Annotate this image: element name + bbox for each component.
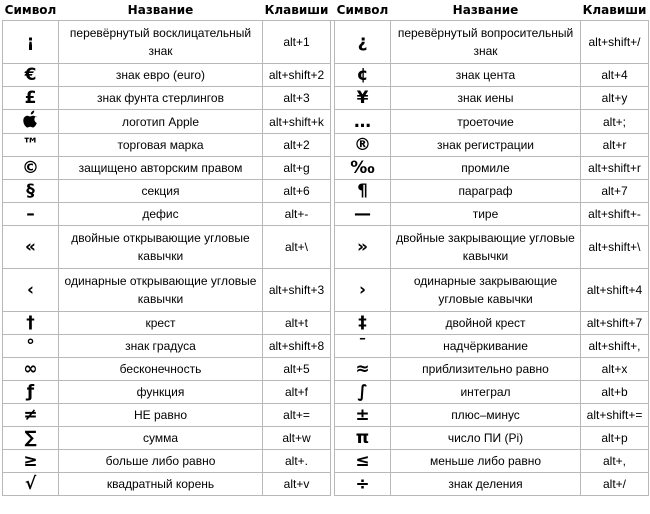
keys-cell: alt+shift+\ xyxy=(581,226,649,269)
symbol-cell: € xyxy=(3,64,59,87)
name-cell: функция xyxy=(59,381,263,404)
symbol-cell: ÷ xyxy=(335,473,391,496)
keys-cell: alt+shift+7 xyxy=(581,312,649,335)
name-cell: больше либо равно xyxy=(59,450,263,473)
keys-cell: alt+shift+r xyxy=(581,157,649,180)
table-row xyxy=(3,110,649,134)
header-name-left: Название xyxy=(59,0,263,21)
symbol-cell: ≤ xyxy=(335,450,391,473)
table-row xyxy=(3,226,649,269)
keys-cell: alt+1 xyxy=(263,21,331,64)
header-symbol-left: Символ xyxy=(3,0,59,21)
table-row xyxy=(3,335,649,358)
name-cell: промиле xyxy=(391,157,581,180)
keys-cell: alt+y xyxy=(581,87,649,110)
table-row xyxy=(3,358,649,381)
symbol-cell: ‰ xyxy=(335,157,391,180)
name-cell: логотип Apple xyxy=(59,110,263,134)
symbol-cell: ∫ xyxy=(335,381,391,404)
table-row xyxy=(3,381,649,404)
keys-cell: alt+shift+k xyxy=(263,110,331,134)
keys-cell: alt+shift+8 xyxy=(263,335,331,358)
keys-cell: alt+4 xyxy=(581,64,649,87)
symbol-cell: … xyxy=(335,110,391,134)
keys-cell: alt+shift+/ xyxy=(581,21,649,64)
shortcut-table xyxy=(2,0,649,496)
keys-cell: alt+- xyxy=(263,203,331,226)
symbol-cell: ¯ xyxy=(335,335,391,358)
table-row xyxy=(3,157,649,180)
name-cell: двойной крест xyxy=(391,312,581,335)
name-cell: бесконечность xyxy=(59,358,263,381)
symbol-cell: ¥ xyxy=(335,87,391,110)
name-cell: интеграл xyxy=(391,381,581,404)
symbol-cell: – xyxy=(3,203,59,226)
keys-cell: alt+b xyxy=(581,381,649,404)
keys-cell: alt+3 xyxy=(263,87,331,110)
keys-cell: alt+; xyxy=(581,110,649,134)
table-row xyxy=(3,64,649,87)
name-cell: секция xyxy=(59,180,263,203)
symbol-cell xyxy=(3,110,59,134)
keys-cell: alt+/ xyxy=(581,473,649,496)
apple-logo-icon xyxy=(23,110,39,128)
keys-cell: alt+f xyxy=(263,381,331,404)
name-cell: троеточие xyxy=(391,110,581,134)
keys-cell: alt+= xyxy=(263,404,331,427)
name-cell: дефис xyxy=(59,203,263,226)
keys-cell: alt+shift+- xyxy=(581,203,649,226)
keys-cell: alt+p xyxy=(581,427,649,450)
keys-cell: alt+\ xyxy=(263,226,331,269)
header-name-right: Название xyxy=(391,0,581,21)
symbol-cell: £ xyxy=(3,87,59,110)
name-cell: приблизительно равно xyxy=(391,358,581,381)
symbol-cell: ≠ xyxy=(3,404,59,427)
symbol-cell: › xyxy=(335,269,391,312)
symbol-cell: ± xyxy=(335,404,391,427)
symbol-cell: ¶ xyxy=(335,180,391,203)
symbol-cell: © xyxy=(3,157,59,180)
table-row xyxy=(3,427,649,450)
table-row xyxy=(3,134,649,157)
keys-cell: alt+6 xyxy=(263,180,331,203)
keys-cell: alt+5 xyxy=(263,358,331,381)
symbol-cell: ¢ xyxy=(335,64,391,87)
name-cell: сумма xyxy=(59,427,263,450)
name-cell: меньше либо равно xyxy=(391,450,581,473)
name-cell: квадратный корень xyxy=(59,473,263,496)
keys-cell: alt+7 xyxy=(581,180,649,203)
symbol-cell: ≥ xyxy=(3,450,59,473)
symbol-cell: † xyxy=(3,312,59,335)
name-cell: знак градуса xyxy=(59,335,263,358)
table-row xyxy=(3,404,649,427)
name-cell: знак фунта стерлингов xyxy=(59,87,263,110)
name-cell: одинарные открывающие угловые кавычки xyxy=(59,269,263,312)
keys-cell: alt+shift+4 xyxy=(581,269,649,312)
symbol-cell: ® xyxy=(335,134,391,157)
keys-cell: alt+, xyxy=(581,450,649,473)
symbol-cell: § xyxy=(3,180,59,203)
name-cell: перевёрнутый восклицательный знак xyxy=(59,21,263,64)
keys-cell: alt+shift+= xyxy=(581,404,649,427)
symbol-cell: ‹ xyxy=(3,269,59,312)
name-cell: число ПИ (Pi) xyxy=(391,427,581,450)
name-cell: знак цента xyxy=(391,64,581,87)
keys-cell: alt+2 xyxy=(263,134,331,157)
name-cell: знак деления xyxy=(391,473,581,496)
name-cell: знак иены xyxy=(391,87,581,110)
symbol-cell: ™ xyxy=(3,134,59,157)
header-keys-right: Клавиши xyxy=(581,0,649,21)
name-cell: одинарные закрывающие угловые кавычки xyxy=(391,269,581,312)
symbol-cell: ∑ xyxy=(3,427,59,450)
symbol-cell: ∞ xyxy=(3,358,59,381)
header-keys-left: Клавиши xyxy=(263,0,331,21)
keys-cell: alt+x xyxy=(581,358,649,381)
name-cell: защищено авторским правом xyxy=(59,157,263,180)
name-cell: тире xyxy=(391,203,581,226)
name-cell: знак регистрации xyxy=(391,134,581,157)
name-cell: плюс–минус xyxy=(391,404,581,427)
keys-cell: alt+t xyxy=(263,312,331,335)
keys-cell: alt+w xyxy=(263,427,331,450)
name-cell: НЕ равно xyxy=(59,404,263,427)
name-cell: знак евро (euro) xyxy=(59,64,263,87)
name-cell: перевёрнутый вопросительный знак xyxy=(391,21,581,64)
keys-cell: alt+r xyxy=(581,134,649,157)
table-row xyxy=(3,450,649,473)
keys-cell: alt+shift+2 xyxy=(263,64,331,87)
symbol-cell: » xyxy=(335,226,391,269)
name-cell: надчёркивание xyxy=(391,335,581,358)
table-row xyxy=(3,87,649,110)
table-row xyxy=(3,473,649,496)
symbol-cell: √ xyxy=(3,473,59,496)
symbol-cell: ° xyxy=(3,335,59,358)
table-row xyxy=(3,203,649,226)
symbol-cell: ¡ xyxy=(3,21,59,64)
keys-cell: alt+shift+3 xyxy=(263,269,331,312)
name-cell: торговая марка xyxy=(59,134,263,157)
keys-cell: alt+g xyxy=(263,157,331,180)
symbol-cell: π xyxy=(335,427,391,450)
table-row xyxy=(3,269,649,312)
name-cell: параграф xyxy=(391,180,581,203)
symbol-cell: ¿ xyxy=(335,21,391,64)
keys-cell: alt+v xyxy=(263,473,331,496)
keys-cell: alt+. xyxy=(263,450,331,473)
symbol-cell: ≈ xyxy=(335,358,391,381)
name-cell: двойные закрывающие угловые кавычки xyxy=(391,226,581,269)
keys-cell: alt+shift+, xyxy=(581,335,649,358)
symbol-cell: — xyxy=(335,203,391,226)
header-symbol-right: Символ xyxy=(335,0,391,21)
table-row xyxy=(3,180,649,203)
symbol-cell: ‡ xyxy=(335,312,391,335)
table-row xyxy=(3,21,649,64)
table-row xyxy=(3,312,649,335)
name-cell: крест xyxy=(59,312,263,335)
symbol-cell: ƒ xyxy=(3,381,59,404)
symbol-cell: « xyxy=(3,226,59,269)
name-cell: двойные открывающие угловые кавычки xyxy=(59,226,263,269)
header-row xyxy=(3,0,649,21)
